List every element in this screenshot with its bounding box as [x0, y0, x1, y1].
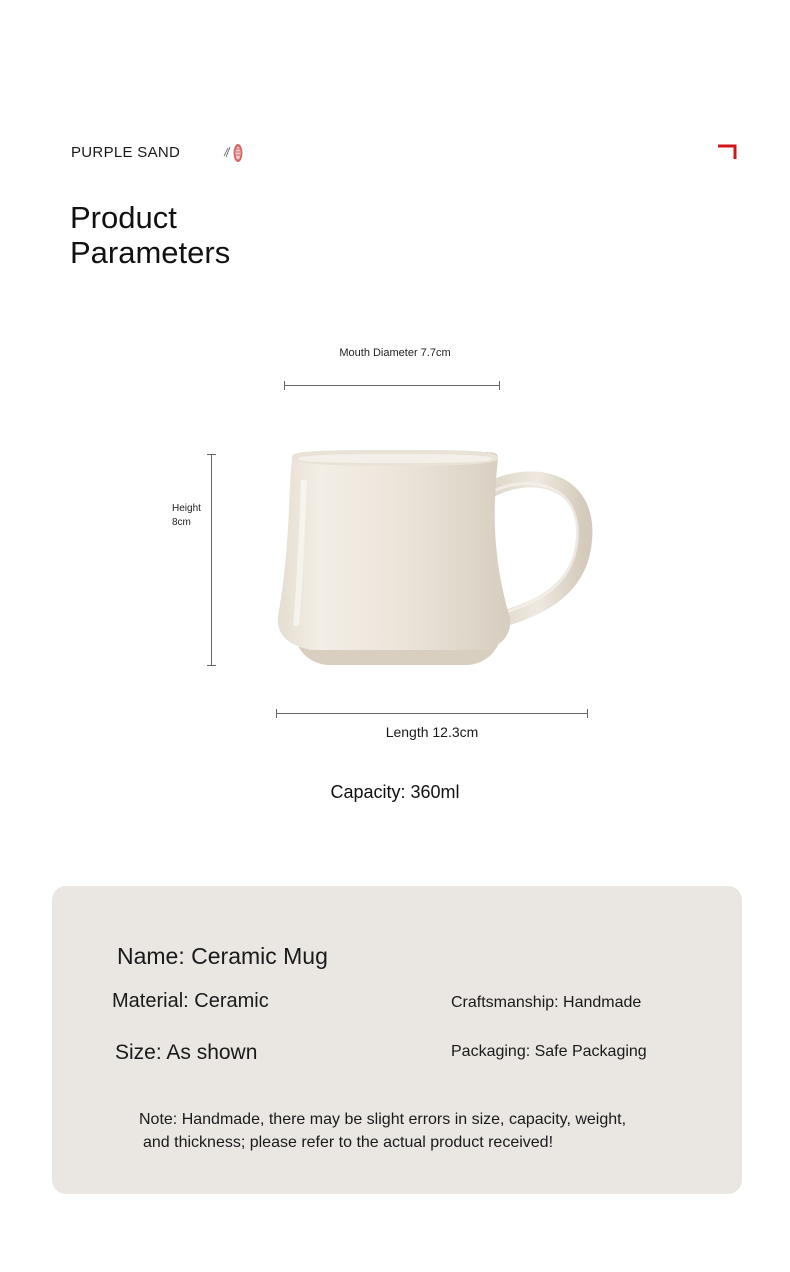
length-line — [276, 713, 588, 714]
mouth-diameter-label: Mouth Diameter 7.7cm — [339, 347, 451, 359]
height-label-line1: Height — [172, 503, 201, 514]
corner-accent-icon — [716, 144, 738, 160]
page-title — [70, 200, 230, 270]
spec-packaging: Packaging: Safe Packaging — [451, 1043, 647, 1060]
spec-size: Size: As shown — [115, 1041, 258, 1064]
capacity-label: Capacity: 360ml — [330, 782, 460, 802]
length-tick-left — [276, 709, 277, 718]
page-title-line2: Parameters — [70, 235, 231, 270]
spec-material: Material: Ceramic — [112, 990, 269, 1012]
mouth-diameter-tick-right — [499, 381, 500, 390]
spec-note-line1: Note: Handmade, there may be slight errors in size, capacity, weight, — [139, 1111, 627, 1128]
spec-craftsmanship: Craftsmanship: Handmade — [451, 994, 642, 1011]
seal-logo-icon — [220, 142, 246, 164]
mouth-diameter-line — [284, 385, 500, 386]
ceramic-mug-image — [268, 440, 598, 680]
height-line — [211, 454, 212, 666]
spec-note-line2: and thickness; please refer to the actual product received! — [143, 1134, 554, 1151]
mouth-diameter-tick-left — [284, 381, 285, 390]
height-tick-top — [207, 454, 216, 455]
length-label: Length 12.3cm — [385, 724, 479, 740]
height-label-line2: 8cm — [172, 517, 191, 528]
length-tick-right — [587, 709, 588, 718]
brand-name: PURPLE SAND — [71, 144, 181, 161]
page-title-line1: Product — [70, 200, 177, 235]
height-label — [172, 502, 201, 530]
spec-name: Name: Ceramic Mug — [117, 943, 328, 969]
height-tick-bottom — [207, 665, 216, 666]
